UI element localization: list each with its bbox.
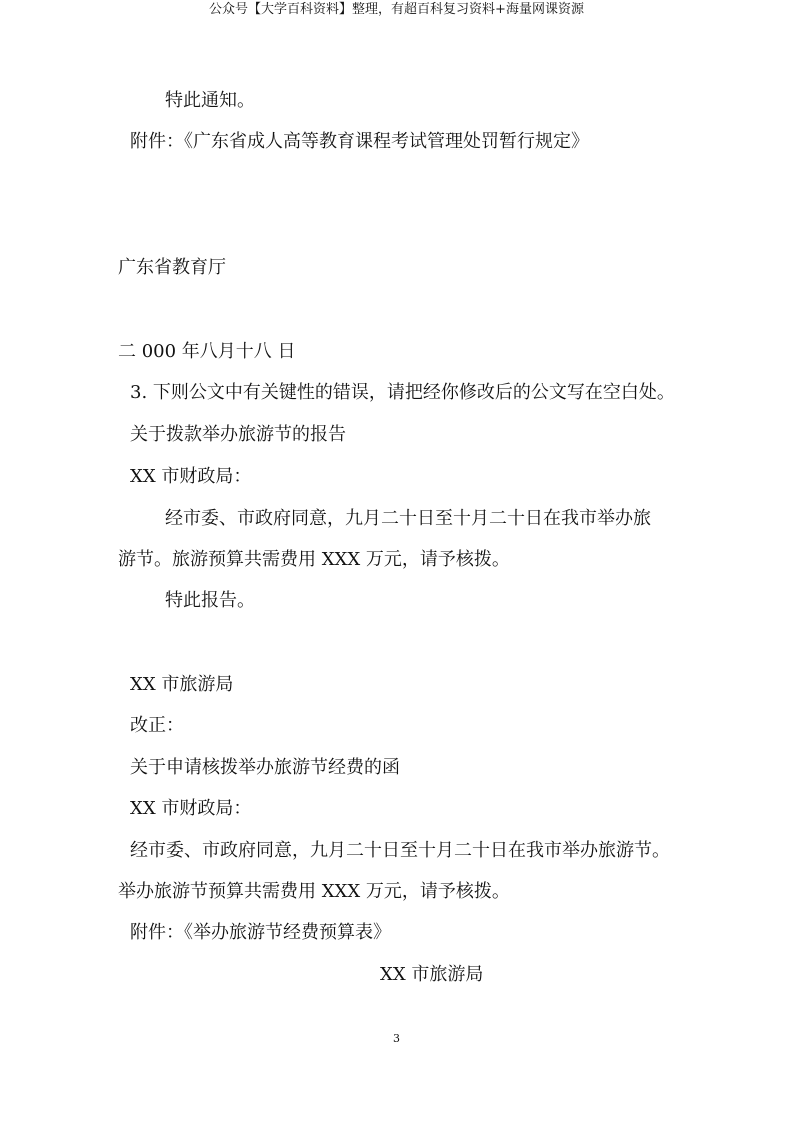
original-closing: 特此报告。 bbox=[165, 590, 255, 611]
notice-issuer: 广东省教育厅 bbox=[118, 257, 226, 278]
corrected-attachment: 附件：《举办旅游节经费预算表》 bbox=[130, 922, 391, 943]
corrected-sender: XX 市旅游局 bbox=[380, 964, 484, 985]
correction-label: 改正： bbox=[130, 715, 184, 736]
original-sender: XX 市旅游局 bbox=[130, 674, 234, 695]
corrected-title: 关于申请核拨举办旅游节经费的函 bbox=[130, 757, 400, 778]
original-body-line1: 经市委、市政府同意，九月二十日至十月二十日在我市举办旅 bbox=[165, 508, 651, 529]
original-recipient: XX 市财政局： bbox=[130, 466, 252, 487]
page-header: 公众号【大学百科资料】整理，有超百科复习资料+海量网课资源 bbox=[209, 2, 584, 17]
corrected-recipient: XX 市财政局： bbox=[130, 798, 252, 819]
notice-closing: 特此通知。 bbox=[165, 90, 255, 111]
original-body-line2: 游节。旅游预算共需费用 XXX 万元，请予核拨。 bbox=[118, 549, 510, 570]
original-title: 关于拨款举办旅游节的报告 bbox=[130, 424, 346, 445]
question-prompt: 3. 下则公文中有关键性的错误，请把经你修改后的公文写在空白处。 bbox=[130, 382, 675, 403]
corrected-body-line2: 举办旅游节预算共需费用 XXX 万元，请予核拨。 bbox=[118, 881, 510, 902]
notice-date: 二 000 年八月十八 日 bbox=[118, 341, 296, 362]
notice-attachment: 附件：《广东省成人高等教育课程考试管理处罚暂行规定》 bbox=[130, 131, 589, 152]
corrected-body-line1: 经市委、市政府同意，九月二十日至十月二十日在我市举办旅游节。 bbox=[130, 840, 670, 861]
page-number: 3 bbox=[393, 1032, 400, 1045]
